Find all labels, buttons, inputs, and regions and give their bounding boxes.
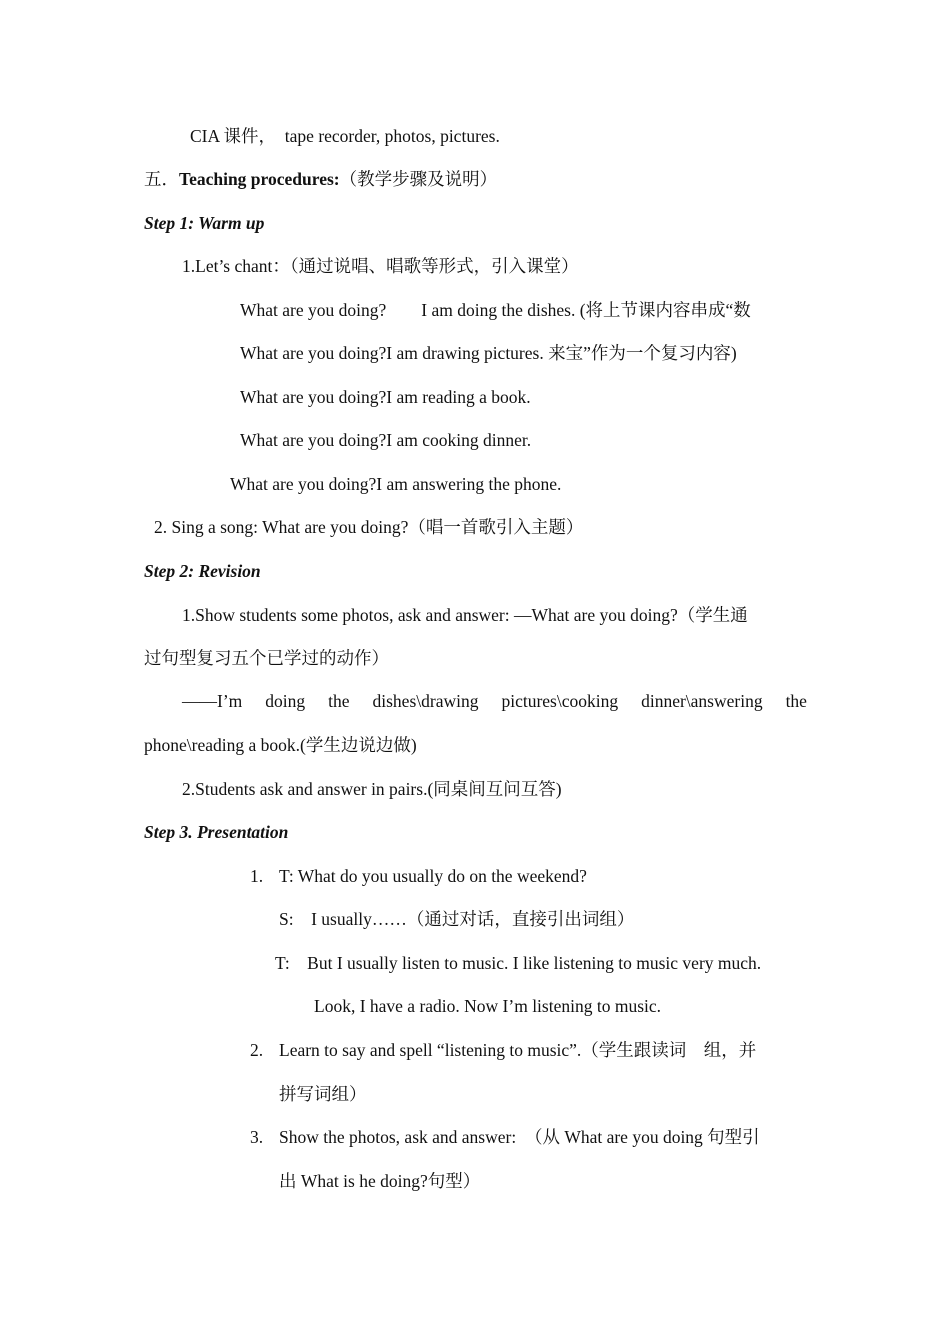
step2-item1-line1: 1.Show students some photos, ask and answer: —What are you doing?（学生通: [182, 605, 748, 625]
step1-item2: 2. Sing a song: What are you doing?（唱一首歌引入主题）: [154, 517, 584, 537]
step3-item2-line2: 拼写词组）: [279, 1084, 367, 1104]
section5-note: （教学步骤及说明）: [339, 169, 498, 189]
step3-heading: Step 3. Presentation: [144, 822, 289, 842]
materials-line: CIA 课件， tape recorder, photos, pictures.: [190, 126, 500, 146]
answer-word: pictures\cooking: [501, 691, 619, 711]
answer-word: dinner\answering: [641, 691, 763, 711]
section5-heading: [144, 168, 497, 190]
step3-item1-t-line: T: But I usually listen to music. I like listening to music very much.: [275, 953, 762, 973]
chant-line-5: What are you doing?I am answering the phone.: [230, 474, 562, 494]
chant-line-1: What are you doing? I am doing the dishes. (将上节课内容串成“数: [240, 300, 751, 320]
step2-heading: Step 2: Revision: [144, 561, 261, 581]
step2-answer-line2: phone\reading a book.(学生边说边做): [144, 735, 417, 755]
step2-item2: 2.Students ask and answer in pairs.(同桌间互问互答): [182, 779, 562, 799]
step3-item1-s-line: S: I usually……（通过对话，直接引出词组）: [279, 909, 635, 929]
chant-line-4: What are you doing?I am cooking dinner.: [240, 430, 532, 450]
answer-word: ——I’m: [182, 691, 243, 711]
chant-line-2: What are you doing?I am drawing pictures. 来宝”作为一个复习内容): [240, 343, 737, 363]
step3-item3-line1: [250, 1126, 760, 1148]
answer-word: the: [328, 691, 350, 711]
answer-word: the: [785, 691, 807, 711]
list-number: 3.: [250, 1127, 264, 1147]
step3-item2-line1: [250, 1039, 756, 1061]
step1-heading: Step 1: Warm up: [144, 213, 265, 233]
list-text: Show the photos, ask and answer: （从 What are you doing 句型引: [279, 1127, 760, 1147]
step3-item1-line1: [250, 865, 587, 887]
chant-line-3: What are you doing?I am reading a book.: [240, 387, 531, 407]
step2-item1-line2: 过句型复习五个已学过的动作）: [144, 648, 389, 668]
step3-item1-t-line2: Look, I have a radio. Now I’m listening to music.: [314, 996, 662, 1016]
step1-item1: 1.Let’s chant：（通过说唱、唱歌等形式，引入课堂）: [182, 256, 579, 276]
section5-number: 五．: [144, 169, 179, 189]
list-number: 1.: [250, 866, 264, 886]
list-text: T: What do you usually do on the weekend?: [279, 866, 587, 886]
answer-word: dishes\drawing: [372, 691, 479, 711]
step2-answer-line1: [182, 690, 807, 712]
list-number: 2.: [250, 1040, 264, 1060]
list-text: Learn to say and spell “listening to music”.（学生跟读词 组，并: [279, 1040, 757, 1060]
answer-word: doing: [265, 691, 306, 711]
section5-title: Teaching procedures:: [179, 169, 340, 189]
step3-item3-line2: 出 What is he doing?句型）: [279, 1171, 481, 1191]
